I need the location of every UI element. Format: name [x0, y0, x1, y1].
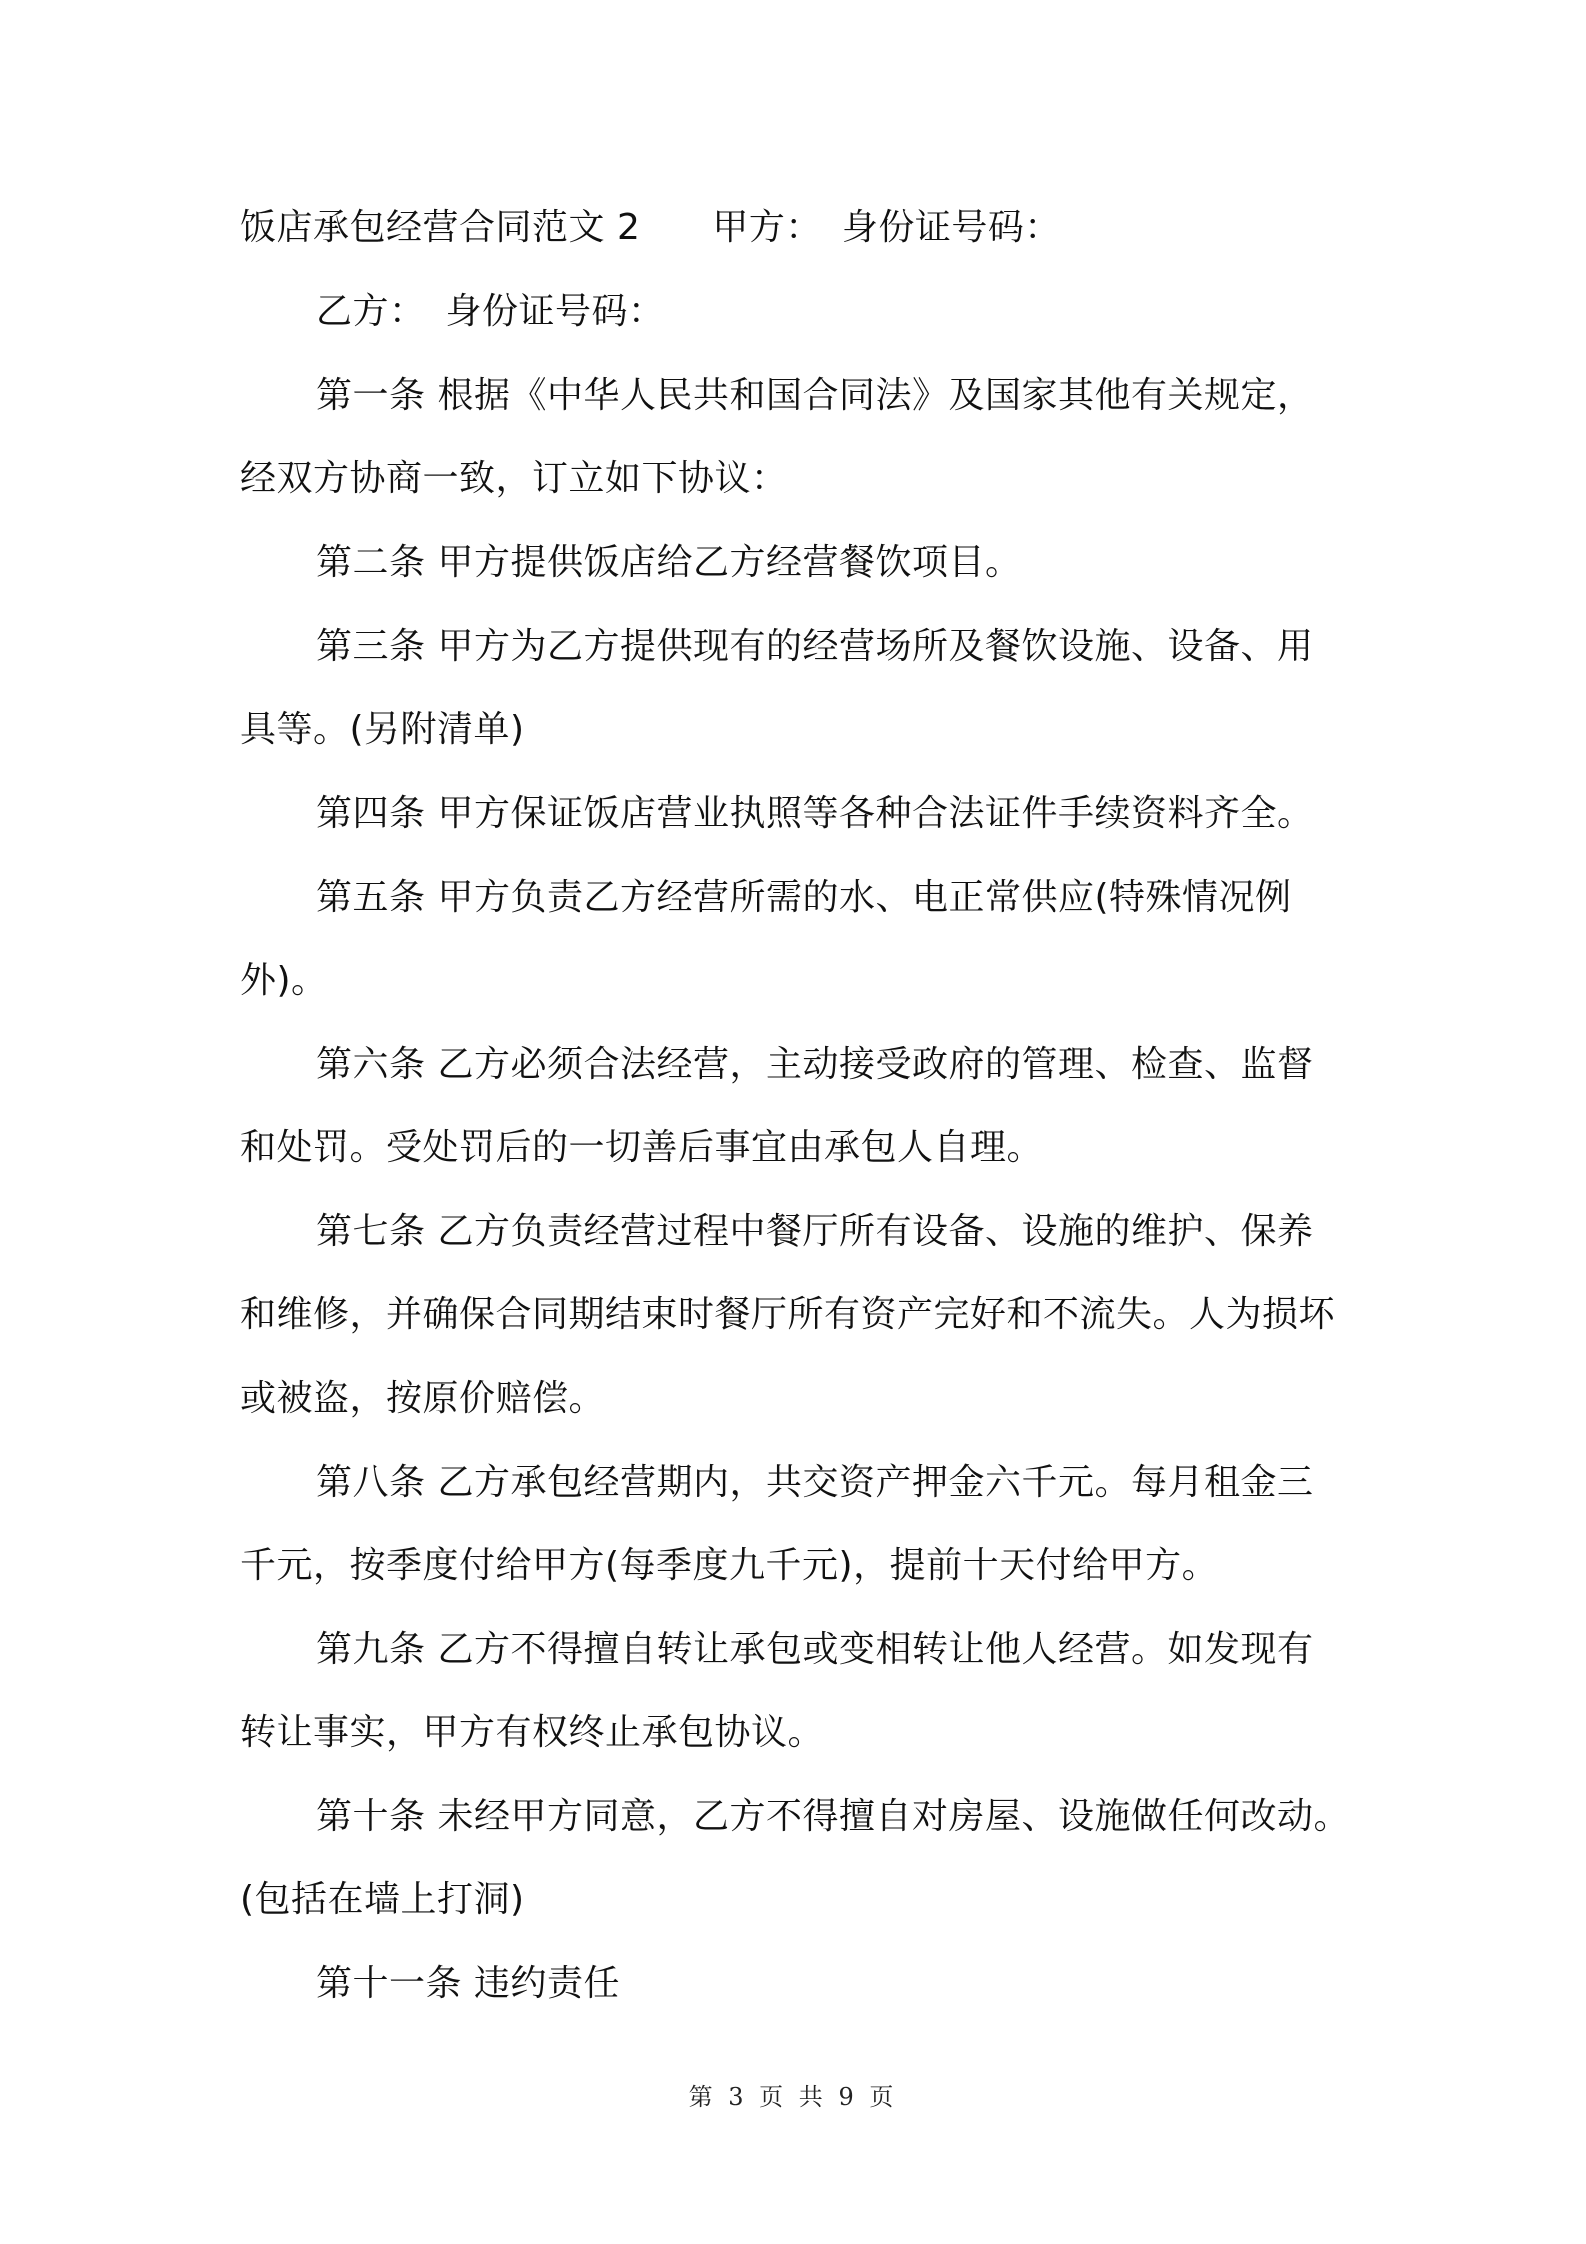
text-line: 具等。(另附清单) — [240, 709, 525, 750]
party-b-id-label: 身份证号码： — [445, 291, 665, 332]
text-line: 第五条 甲方负责乙方经营所需的水、电正常供应(特殊情况例 — [316, 877, 1292, 918]
text-line: 第九条 乙方不得擅自转让承包或变相转让他人经营。如发现有 — [316, 1629, 1314, 1670]
party-a-label: 甲方： — [712, 207, 822, 248]
text-line: 或被盗，按原价赔偿。 — [240, 1378, 606, 1419]
text-line: 第十一条 违约责任 — [316, 1963, 620, 2004]
text-line: (包括在墙上打洞) — [240, 1879, 525, 1920]
text-line: 和维修，并确保合同期结束时餐厅所有资产完好和不流失。人为损坏 — [240, 1294, 1336, 1335]
text-line: 第二条 甲方提供饭店给乙方经营餐饮项目。 — [316, 542, 1022, 583]
text-line: 第六条 乙方必须合法经营，主动接受政府的管理、检查、监督 — [316, 1044, 1314, 1085]
page-number-footer: 第 3 页 共 9 页 — [688, 2083, 898, 2111]
document-title: 饭店承包经营合同范文 2 — [240, 207, 641, 248]
text-line: 和处罚。受处罚后的一切善后事宜由承包人自理。 — [240, 1127, 1044, 1168]
text-line: 第一条 根据《中华人民共和国合同法》及国家其他有关规定， — [316, 375, 1314, 416]
text-line: 转让事实，甲方有权终止承包协议。 — [240, 1712, 825, 1753]
text-line: 第十条 未经甲方同意，乙方不得擅自对房屋、设施做任何改动。 — [316, 1796, 1350, 1837]
title-line — [240, 204, 1061, 252]
text-line: 外)。 — [240, 960, 328, 1001]
party-b-line — [316, 288, 665, 336]
text-line: 千元，按季度付给甲方(每季度九千元)，提前十天付给甲方。 — [240, 1545, 1219, 1586]
text-line: 第七条 乙方负责经营过程中餐厅所有设备、设施的维护、保养 — [316, 1211, 1314, 1252]
text-line: 第四条 甲方保证饭店营业执照等各种合法证件手续资料齐全。 — [316, 793, 1314, 834]
party-a-id-label: 身份证号码： — [841, 207, 1061, 248]
party-b-label: 乙方： — [316, 291, 426, 332]
text-line: 经双方协商一致，订立如下协议： — [240, 458, 788, 499]
text-line: 第三条 甲方为乙方提供现有的经营场所及餐饮设施、设备、用 — [316, 626, 1314, 667]
text-line: 第八条 乙方承包经营期内，共交资产押金六千元。每月租金三 — [316, 1462, 1314, 1503]
